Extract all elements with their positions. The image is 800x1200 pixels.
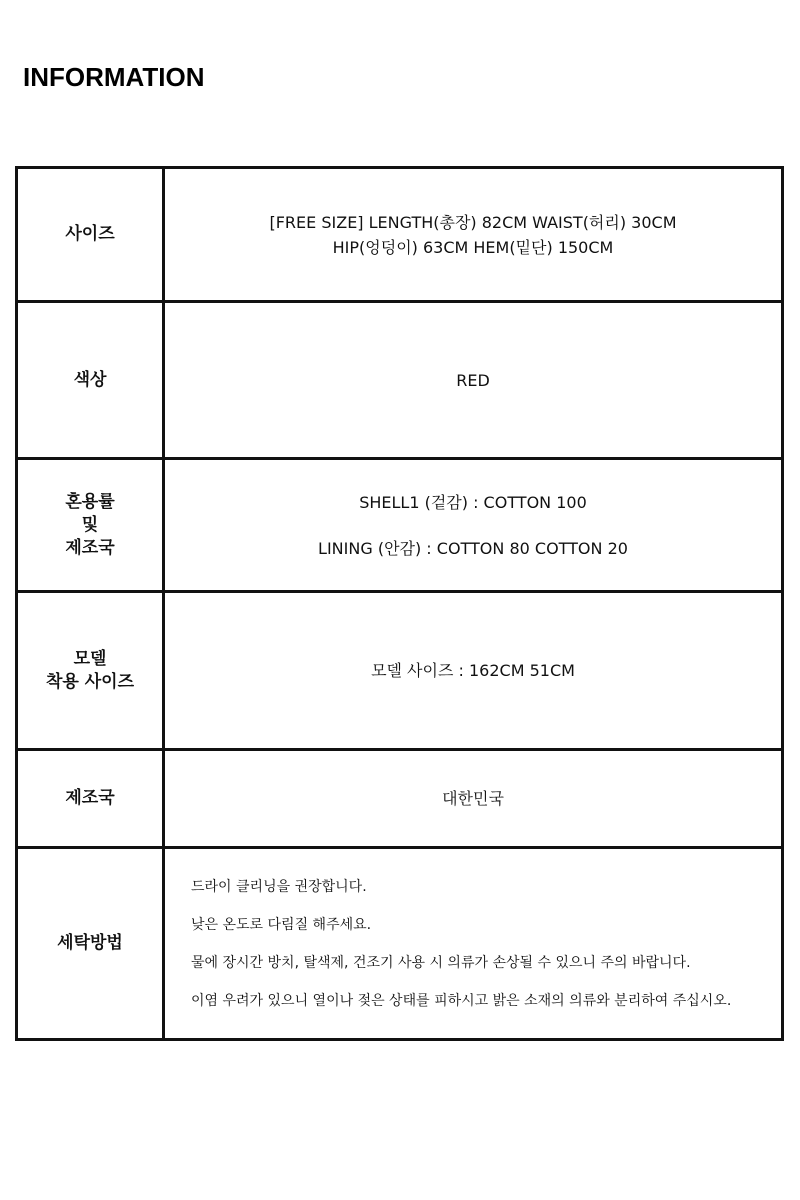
value-line: 모델 사이즈 : 162CM 51CM (371, 661, 575, 680)
material-label (17, 459, 164, 592)
care-instruction: 드라이 클리닝을 권장합니다. (191, 878, 367, 895)
color-row (17, 302, 783, 459)
care-value (164, 848, 783, 1040)
label-line: 및 (81, 514, 99, 535)
care-instruction: 이염 우려가 있으니 열이나 젖은 상태를 피하시고 밝은 소재의 의류와 분리하여 주십시오. (191, 992, 732, 1009)
label-line: 착용 사이즈 (45, 671, 135, 692)
value-line: [FREE SIZE] LENGTH(총장) 82CM WAIST(허리) 30CM (269, 212, 677, 232)
label-line: 모델 (73, 648, 107, 669)
care-label (17, 848, 164, 1040)
model-size-label (17, 592, 164, 750)
product-info-table (15, 166, 784, 1041)
value-line: LINING (안감) : COTTON 80 COTTON 20 (318, 538, 628, 558)
value-line: HIP(엉덩이) 63CM HEM(밑단) 150CM (332, 237, 614, 257)
section-title: INFORMATION (23, 62, 205, 92)
material-row (17, 459, 783, 592)
label-line: 혼용률 (65, 491, 115, 512)
value-line: 대한민국 (442, 789, 504, 808)
size-label (17, 168, 164, 302)
label-line: 세탁방법 (57, 933, 123, 953)
model-size-value (164, 592, 783, 750)
care-row (17, 848, 783, 1040)
size-row (17, 168, 783, 302)
color-label (17, 302, 164, 459)
color-value (164, 302, 783, 459)
origin-label (17, 750, 164, 848)
value-line: SHELL1 (겉감) : COTTON 100 (359, 492, 587, 512)
material-value (164, 459, 783, 592)
origin-value (164, 750, 783, 848)
value-line: RED (456, 370, 490, 390)
label-line: 제조국 (65, 788, 115, 808)
label-line: 색상 (73, 369, 107, 390)
care-instruction: 낮은 온도로 다림질 해주세요. (191, 916, 372, 933)
size-value (164, 168, 783, 302)
label-line: 제조국 (65, 537, 115, 558)
model-size-row (17, 592, 783, 750)
care-instruction: 물에 장시간 방치, 탈색제, 건조기 사용 시 의류가 손상될 수 있으니 주의 바랍니다. (191, 954, 691, 971)
label-line: 사이즈 (65, 224, 115, 244)
origin-row (17, 750, 783, 848)
